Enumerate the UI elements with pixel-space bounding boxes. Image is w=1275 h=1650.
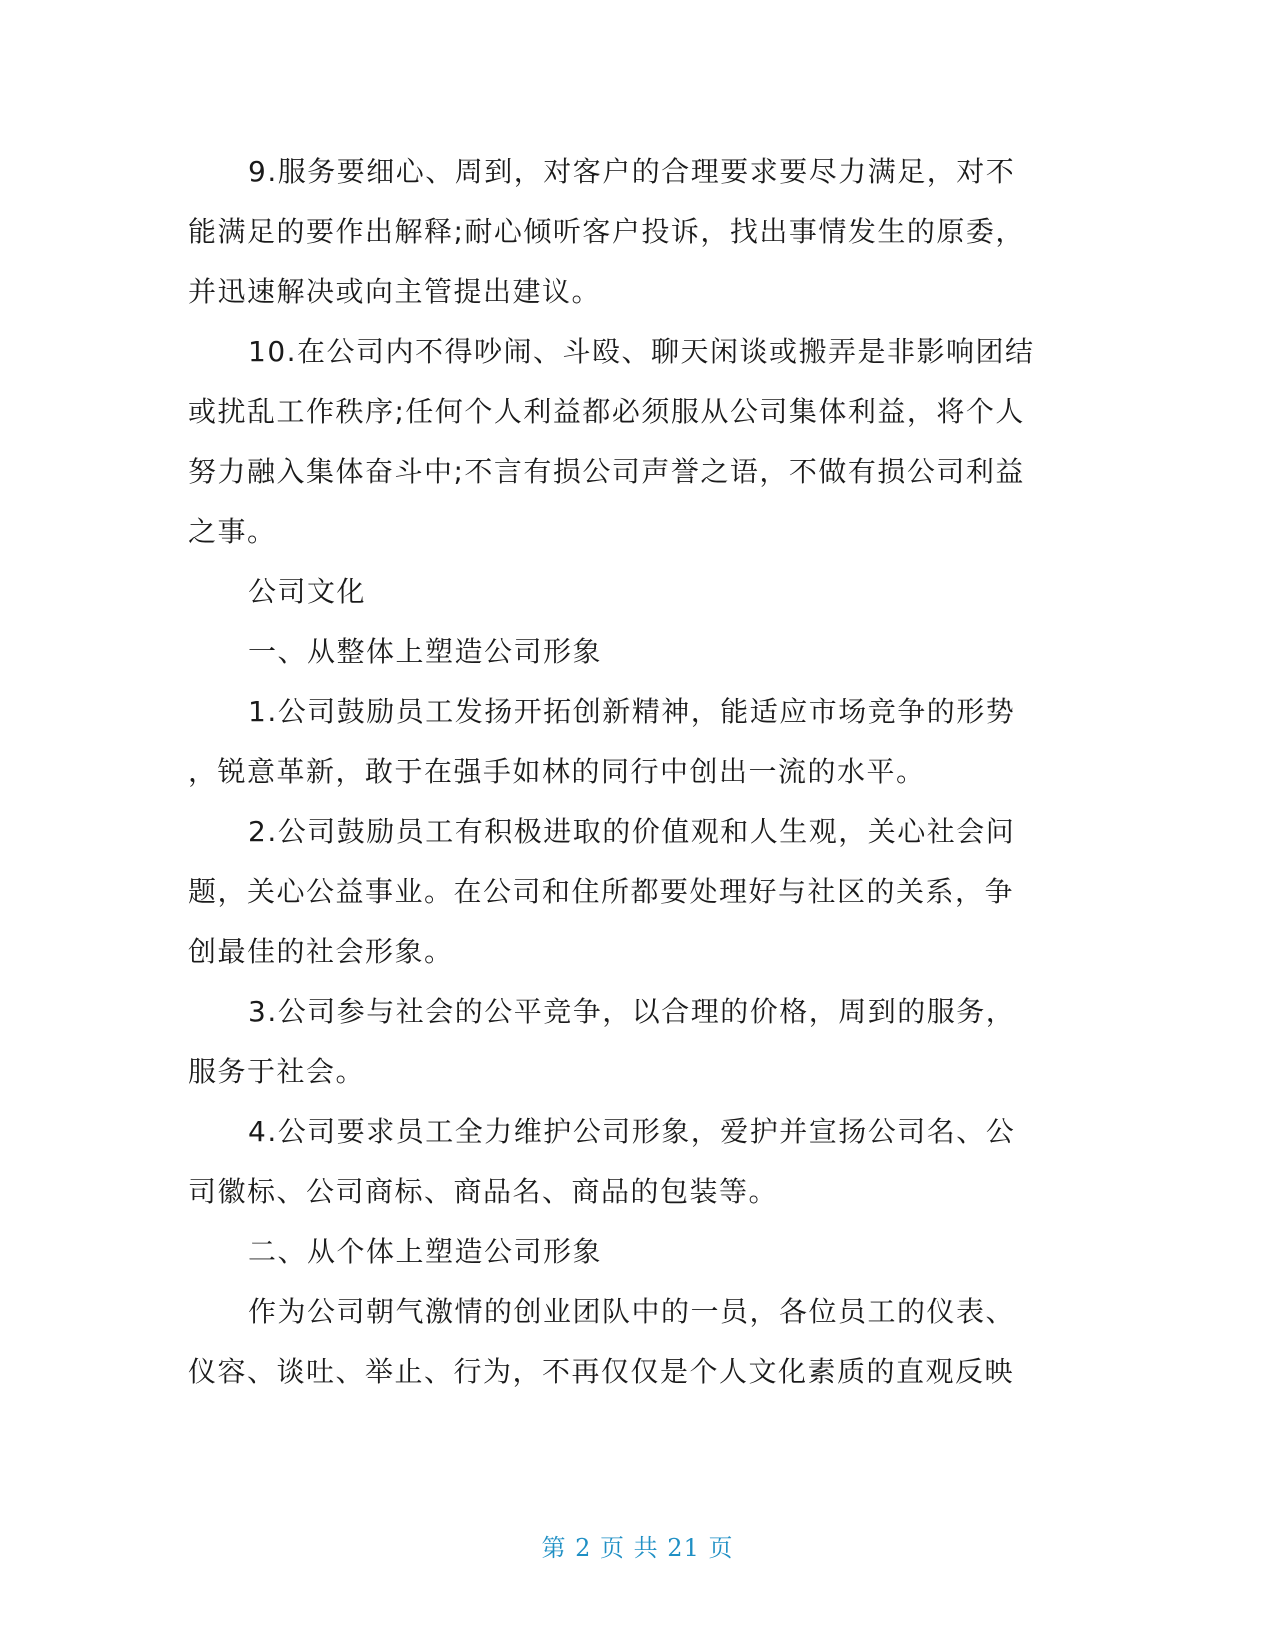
section-heading-culture <box>188 562 1068 622</box>
text-line: 或扰乱工作秩序;任何个人利益都必须服从公司集体利益，将个人 <box>188 395 1025 428</box>
heading-text: 公司文化 <box>248 575 367 608</box>
text-line: 10.在公司内不得吵闹、斗殴、聊天闲谈或搬弄是非影响团结 <box>248 335 1035 368</box>
paragraph-culture-3 <box>188 982 1068 1102</box>
heading-text: 二、从个体上塑造公司形象 <box>248 1235 603 1268</box>
text-line: 9.服务要细心、周到，对客户的合理要求要尽力满足，对不 <box>248 155 1016 188</box>
paragraph-culture-1 <box>188 682 1068 802</box>
document-body <box>188 142 1068 1402</box>
text-line: 之事。 <box>188 515 277 548</box>
text-line: 3.公司参与社会的公平竞争，以合理的价格，周到的服务， <box>248 995 1016 1028</box>
text-line: 4.公司要求员工全力维护公司形象，爱护并宣扬公司名、公 <box>248 1115 1016 1148</box>
subsection-heading-individual <box>188 1222 1068 1282</box>
paragraph-rule-10 <box>188 322 1068 562</box>
text-line: 服务于社会。 <box>188 1055 366 1088</box>
paragraph-culture-5 <box>188 1282 1068 1402</box>
text-line: 创最佳的社会形象。 <box>188 935 454 968</box>
text-line: ，锐意革新，敢于在强手如林的同行中创出一流的水平。 <box>188 755 926 788</box>
text-line: 作为公司朝气激情的创业团队中的一员，各位员工的仪表、 <box>248 1295 1016 1328</box>
heading-text: 一、从整体上塑造公司形象 <box>248 635 603 668</box>
text-line: 能满足的要作出解释;耐心倾听客户投诉，找出事情发生的原委， <box>188 215 1025 248</box>
text-line: 1.公司鼓励员工发扬开拓创新精神，能适应市场竞争的形势 <box>248 695 1016 728</box>
subsection-heading-overall <box>188 622 1068 682</box>
paragraph-culture-4 <box>188 1102 1068 1222</box>
text-line: 努力融入集体奋斗中;不言有损公司声誉之语，不做有损公司利益 <box>188 455 1025 488</box>
text-line: 并迅速解决或向主管提出建议。 <box>188 275 602 308</box>
paragraph-rule-9 <box>188 142 1068 322</box>
text-line: 仪容、谈吐、举止、行为，不再仅仅是个人文化素质的直观反映 <box>188 1355 1015 1388</box>
text-line: 题，关心公益事业。在公司和住所都要处理好与社区的关系，争 <box>188 875 1015 908</box>
paragraph-culture-2 <box>188 802 1068 982</box>
text-line: 2.公司鼓励员工有积极进取的价值观和人生观，关心社会问 <box>248 815 1016 848</box>
text-line: 司徽标、公司商标、商品名、商品的包装等。 <box>188 1175 779 1208</box>
page-number-footer: 第 2 页 共 21 页 <box>541 1534 734 1562</box>
